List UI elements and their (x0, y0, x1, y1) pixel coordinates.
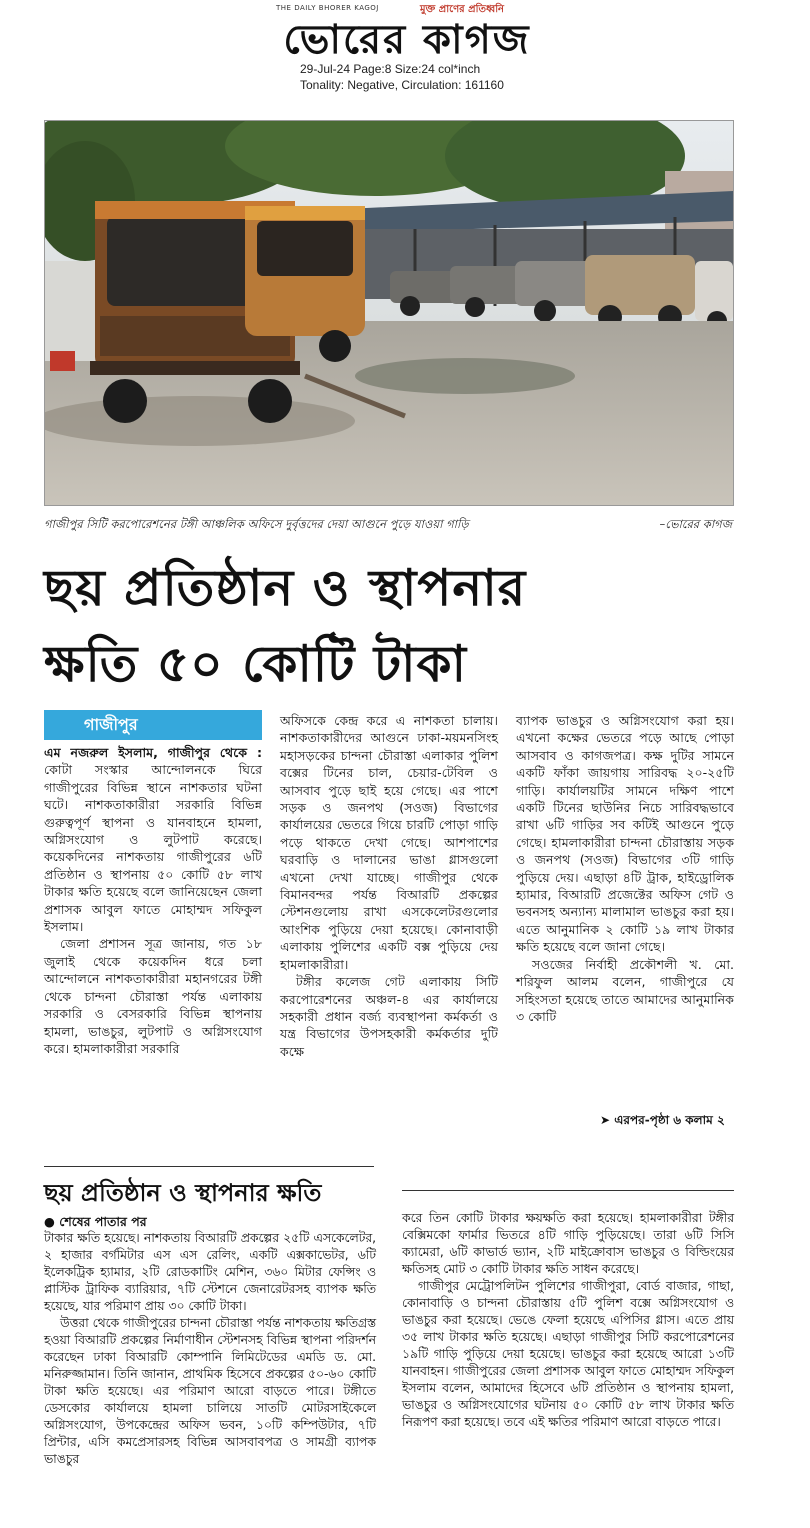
masthead (0, 0, 810, 100)
headline-line-2: ক্ষতি ৫০ কোটি টাকা (44, 635, 468, 693)
story-paragraph: অফিসকে কেন্দ্র করে এ নাশকতা চালায়। নাশকতাকারীদের আগুনে ঢাকা-ময়মনসিংহ মহাসড়কের চান্দনা চৌরাস্তা এলাকার পুলিশ বক্সের টিনের চাল, চেয়ার-টেবিল ও আসবাব পুড়ে ছাই হয়ে গেছে। এর পাশে সড়ক ও জনপথ (সওজ) বিভাগের কার্যালয়ের ভেতরে গিয়ে চারটি পোড়া গাড়ি পড়ে থাকতে দেখা গেছে। আশপাশের ঘরবাড়ি ও দালানের ভাঙা গ্লাসগুলো এখনো দেখা যাচ্ছে। গাজীপুর থেকে বিমানবন্দর পর্যন্ত বিআরটি প্রকল্পের স্টেশনগুলোয় রাখা এসকেলেটরগুলোর আংশিক পুড়িয়ে দেয়া হয়েছে। কোনাবাড়ী এলাকায় পুলিশের একটি বক্স পুড়িয়ে দেয় হামলাকারীরা। (280, 713, 498, 972)
continued-from-label: ● শেষের পাতার পর (44, 1214, 147, 1229)
photo-caption (44, 516, 732, 535)
location-tag-label: গাজীপুর (84, 715, 138, 734)
continuation-column-left (44, 1230, 376, 1468)
photo-credit: –ভোরের কাগজ (659, 517, 732, 531)
story-column-1 (44, 744, 262, 1057)
story-column-3 (516, 712, 734, 1025)
jump-line: ➤ এরপর-পৃষ্ঠা ৬ কলাম ২ (600, 1113, 725, 1127)
continuation-paragraph: উত্তরা থেকে গাজীপুরের চান্দনা চৌরাস্তা পর্যন্ত নাশকতায় ক্ষতিগ্রস্ত হওয়া বিআরটি প্রকল্পের নির্মাণাধীন স্টেশনসহ বিভিন্ন স্থাপনা পরিদর্শন করেছেন ঢাকা বিআরটি কোম্পানি লিমিটেডের এমডি ড. মো. মনিরুজ্জামান। তিনি জানান, প্রাথমিক হিসেবে প্রকল্পের ৫০-৬০ কোটি টাকা ক্ষতি হয়েছে। এর পরিমাণ আরো বাড়তে পারে। টঙ্গীতে ডেসকোর কার্যালয়ে হামলা চালিয়ে সাতটি মোটরসাইকেলে অগ্নিসংযোগ, উপকেন্দ্রের অফিস ভবন, ১০টি কম্পিউটার, ৭টি প্রিন্টার, এসি কমপ্রেসারসহ বিভিন্ন আসবাবপত্র ও সামগ্রী ব্যাপক ভাঙচুর (44, 1316, 376, 1466)
newspaper-logo-title: ভোরের কাগজ (283, 16, 531, 63)
story-paragraph: টঙ্গীর কলেজ গেট এলাকায় সিটি করপোরেশনের অঞ্চল-৪ এর কার্যালয়ে সহকারী প্রধান বর্জ্য ব্যবস্থাপনা কর্মকর্তা ও যন্ত্র বিভাগের উপসহকারী কর্মকর্তার দুটি কক্ষে (280, 974, 498, 1059)
story-paragraph: ব্যাপক ভাঙচুর ও অগ্নিসংযোগ করা হয়। এখনো কক্ষের ভেতরে পড়ে আছে পোড়া আসবাব ও কাগজপত্র। কক্ষ দুটির সামনে একটি ফাঁকা জায়গায় সারিবদ্ধ ২০-২৫টি গাড়ি। কার্যালয়টির সামনে দক্ষিণ পাশে একটি টিনের ছাউনির নিচে সারিবদ্ধভাবে রাখা ৬টি গাড়ির সব কটিই আগুনে পুড়ে গেছে। হামলাকারীরা চান্দনা চৌরাস্তায় সড়ক ও জনপথ (সওজ) বিভাগের ৩টি গাড়ি পুড়িয়ে দেয়। এছাড়া ৪টি ট্রাক, হাইড্রোলিক হ্যামার, বিআরটি প্রজেক্টের অফিস গেট ও ভবনসহ অন্যান্য মালামাল ভাঙচুর করা হয়। এতে আনুমানিক ২ কোটি ১৯ লাখ টাকার ক্ষতি হয়েছে বলে জানা গেছে। (516, 713, 734, 955)
clipping-meta-date-page: 29-Jul-24 Page:8 Size:24 col*inch (300, 62, 481, 76)
burnt-vehicles-illustration (45, 121, 733, 505)
divider-right (402, 1190, 734, 1191)
clipping-meta-tonality: Tonality: Negative, Circulation: 161160 (300, 78, 504, 92)
location-tag (44, 710, 262, 740)
continuation-paragraph: টাকার ক্ষতি হয়েছে। নাশকতায় বিআরটি প্রকল্পের ২৫টি এসকেলেটর, ২ হাজার বর্গমিটার এস এস রেলিং, একটি এক্সকাভেটর, ৬টি ইলেকট্রিক হ্যামার, ২টি রোডকাটিং মেশিন, ৩৬০ মিটার ফেন্সিং ও প্লাস্টিক ট্রাফিক ব্যারিয়ার, ৭টি স্টেশনে জেনারেটরসহ ব্যাপক ক্ষতি হয়েছে, যার পরিমাণ প্রায় ৩০ কোটি টাকা। (44, 1231, 376, 1313)
continuation-paragraph: করে তিন কোটি টাকার ক্ষয়ক্ষতি করা হয়েছে। হামলাকারীরা টঙ্গীর বেক্সিমকো ফার্মার ভিতরে ৪টি গাড়ি পুড়িয়েছে। তারা ৬টি সিসি ক্যামেরা, ৬টি কাভার্ড ভ্যান, ২টি মাইক্রোবাস ভাঙচুর ও বিল্ডিংয়ের ক্ষতিসহ মোট ৩ কোটি টাকার ক্ষতি সাধন করেছে। (402, 1211, 734, 1276)
story-paragraph (44, 744, 262, 935)
story-text: কোটা সংস্কার আন্দোলনকে ঘিরে গাজীপুরের বিভিন্ন স্থানে নাশকতার ঘটনা ঘটে। নাশকতাকারীরা সরকারি বিভিন্ন গুরুত্বপূর্ণ স্থাপনা ও যানবাহনে হামলা, অগ্নিসংযোগ ও লুটপাট করেছে। কয়েকদিনের নাশকতায় গাজীপুরের ৬টি প্রতিষ্ঠান ও স্থাপনায় ৫০ কোটি ৫৮ লাখ টাকার ক্ষতি হয়েছে বলে জানিয়েছেন জেলা প্রশাসক আবুল ফাতে মোহাম্মদ সফিকুল ইসলাম। (44, 762, 262, 935)
story-paragraph: জেলা প্রশাসন সূত্র জানায়, গত ১৮ জুলাই থেকে কয়েকদিন ধরে চলা আন্দোলনে নাশকতাকারীরা মহানগরের টঙ্গী থেকে চান্দনা চৌরাস্তা পর্যন্ত এলাকায় সরকারি ও বেসরকারি বিভিন্ন স্থাপনায় হামলা, ভাঙচুর, লুটপাট ও অগ্নিসংযোগ করে। হামলাকারীরা সরকারি (44, 936, 262, 1056)
masthead-english-name: THE DAILY BHORER KAGOJ (276, 4, 379, 12)
story-column-2 (280, 712, 498, 1060)
byline: এম নজরুল ইসলাম, গাজীপুর থেকে : (44, 745, 262, 760)
masthead-tagline: মুক্ত প্রাণের প্রতিধ্বনি (420, 4, 505, 15)
divider-left (44, 1166, 374, 1167)
photo-caption-text: গাজীপুর সিটি করপোরেশনের টঙ্গী আঞ্চলিক অফিসে দুর্বৃত্তদের দেয়া আগুনে পুড়ে যাওয়া গাড়ি (44, 517, 469, 531)
news-photo (44, 120, 734, 506)
story-paragraph: সওজের নির্বাহী প্রকৌশলী খ. মো. শরিফুল আলম বলেন, গাজীপুরে যে সহিংসতা হয়েছে তাতে আমাদের আনুমানিক ৩ কোটি (516, 956, 734, 1024)
continuation-column-right (402, 1210, 734, 1431)
continuation-heading: ছয় প্রতিষ্ঠান ও স্থাপনার ক্ষতি (44, 1179, 322, 1207)
continuation-paragraph: গাজীপুর মেট্রোপলিটন পুলিশের গাজীপুরা, বোর্ড বাজার, গাছা, কোনাবাড়ি ও চান্দনা চৌরাস্তায় ৫টি পুলিশ বক্সে অগ্নিসংযোগ ও ভাঙচুর করা হয়েছে। ভেঙে ফেলা হয়েছে এপিসির গ্লাস। এতে প্রায় ৩৫ লাখ টাকার ক্ষতি হয়েছে। এছাড়া গাজীপুর সিটি করপোরেশনের ১৯টি গাড়ি পুড়িয়ে দেয়া হয়েছে। ভাঙচুর করা হয়েছে আরো ১৩টি যানবাহন। গাজীপুরের জেলা প্রশাসক আবুল ফাতে মোহাম্মদ সফিকুল ইসলাম বলেন, আমাদের হিসেবে ৬টি প্রতিষ্ঠান ও স্থাপনায় হামলা, ভাঙচুর ও অগ্নিসংযোগের ঘটনায় ৫০ কোটি ৫৮ লাখ টাকার ক্ষতি নিরূপণ করা হয়েছে। তবে এই ক্ষতির পরিমাণ আরো বাড়তে পারে। (402, 1279, 734, 1429)
headline-line-1: ছয় প্রতিষ্ঠান ও স্থাপনার (44, 559, 527, 617)
